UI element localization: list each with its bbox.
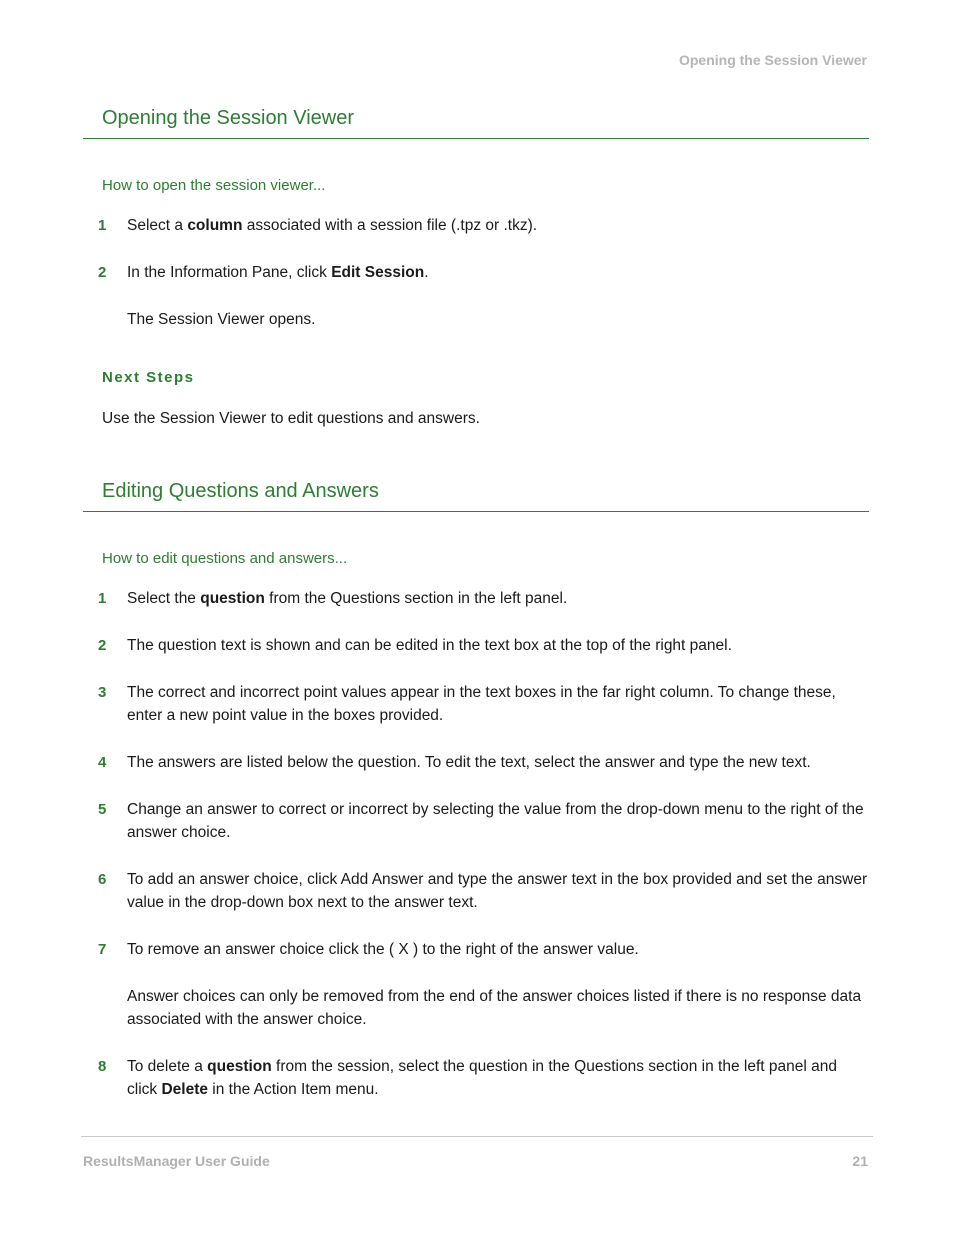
step-number: 8: [98, 1058, 107, 1075]
footer-divider: [81, 1136, 873, 1137]
step-number: 2: [98, 637, 107, 654]
step-number: 2: [98, 264, 107, 281]
step-text: The answers are listed below the question. To edit the text, select the answer and type the new text.: [127, 754, 811, 771]
step-number: 1: [98, 590, 107, 607]
next-steps-heading: Next Steps: [102, 369, 195, 386]
section-divider: [83, 138, 869, 139]
step-text: Select a column associated with a session file (.tpz or .tkz).: [127, 217, 538, 234]
step-number: 1: [98, 217, 107, 234]
step-text: In the Information Pane, click Edit Session.: [127, 264, 429, 281]
step-text: To delete a question from the session, select the question in the Questions section in the left panel and click Delete in the Action Item menu.: [127, 1058, 837, 1098]
step-number: 7: [98, 941, 107, 958]
step-number: 6: [98, 871, 107, 888]
step-number: 4: [98, 754, 107, 771]
step-text: To remove an answer choice click the ( X ) to the right of the answer value.: [127, 941, 639, 958]
step-text: Change an answer to correct or incorrect by selecting the value from the drop-down menu to the right of the answer choice.: [127, 801, 864, 841]
step-note: The Session Viewer opens.: [127, 311, 316, 328]
step-number: 3: [98, 684, 107, 701]
step-text: The question text is shown and can be edited in the text box at the top of the right panel.: [127, 637, 732, 654]
section-divider: [83, 511, 869, 512]
step-text: The correct and incorrect point values appear in the text boxes in the far right column. To change these, enter a new point value in the boxes provided.: [127, 684, 836, 724]
page-number: 21: [852, 1153, 868, 1169]
step-text: Select the question from the Questions section in the left panel.: [127, 590, 568, 607]
howto-heading-open: How to open the session viewer...: [102, 177, 326, 194]
step-number: 5: [98, 801, 107, 818]
footer-guide-title: ResultsManager User Guide: [83, 1153, 270, 1169]
step-note: Answer choices can only be removed from the end of the answer choices listed if there is no response data associated with the answer choice.: [127, 988, 862, 1028]
next-steps-text: Use the Session Viewer to edit questions and answers.: [102, 410, 480, 427]
running-header: Opening the Session Viewer: [678, 52, 867, 68]
howto-heading-edit: How to edit questions and answers...: [102, 550, 348, 567]
section-title-opening: Opening the Session Viewer: [102, 107, 355, 129]
section-title-editing: Editing Questions and Answers: [102, 480, 379, 502]
step-text: To add an answer choice, click Add Answer and type the answer text in the box provided and set the answer value in the drop-down box next to the answer text.: [127, 871, 868, 911]
